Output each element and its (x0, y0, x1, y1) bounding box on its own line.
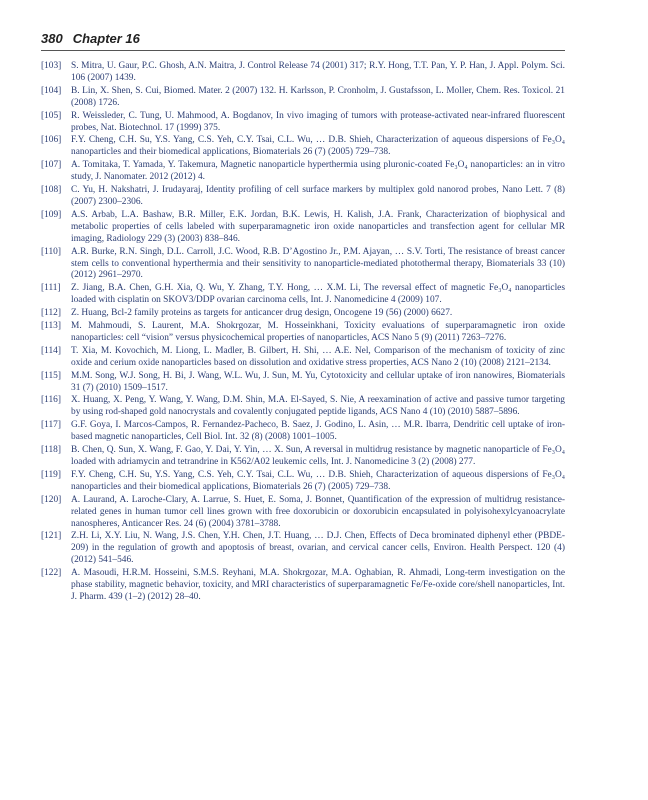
chapter-title: Chapter 16 (72, 31, 140, 46)
reference-text: Z. Jiang, B.A. Chen, G.H. Xia, Q. Wu, Y. Zhang, T.Y. Hong, … X.M. Li, The reversal effect of magnetic Fe₃O₄ nanoparticles loaded with cisplatin on SKOV3/DDP ovarian carcinoma cells, Int. J. Nanomedicine 4 (2009) 107. (71, 283, 565, 306)
reference-item (41, 321, 565, 345)
reference-number: [120] (41, 494, 62, 505)
reference-item (41, 247, 565, 283)
reference-item (41, 61, 565, 85)
reference-item (41, 86, 565, 110)
reference-text: Z.H. Li, X.Y. Liu, N. Wang, J.S. Chen, Y.H. Chen, J.T. Huang, … D.J. Chen, Effects of Deca brominated diphenyl ether (PBDE-209) in the regulation of growth and apoptosis of breast, ovarian, and cervical cancer cells, Environ. Health Perspect. 120 (4) (2012) 541–546. (71, 531, 565, 566)
reference-item (41, 111, 565, 135)
reference-number: [118] (41, 445, 61, 456)
reference-number: [115] (41, 370, 61, 381)
reference-number: [113] (41, 321, 61, 332)
reference-item (41, 185, 565, 209)
reference-text: F.Y. Cheng, C.H. Su, Y.S. Yang, C.S. Yeh, C.Y. Tsai, C.L. Wu, … D.B. Shieh, Characterization of aqueous dispersions of Fe₃O₄ nanoparticles and their biomedical applications, Biomaterials 26 (7) (2005) 729–738. (71, 135, 565, 158)
reference-number: [109] (41, 209, 62, 220)
page-number: 380 (41, 31, 63, 46)
reference-number: [108] (41, 185, 62, 196)
reference-number: [103] (41, 61, 62, 71)
reference-number: [105] (41, 110, 62, 121)
reference-item (41, 445, 565, 469)
reference-text: X. Huang, X. Peng, Y. Wang, Y. Wang, D.M. Shin, M.A. El-Sayed, S. Nie, A reexamination of active and passive tumor targeting by using rod-shaped gold nanocrystals and covalently conjugated peptide ligands, ACS Nano 4 (10) (2010) 5887–5896. (71, 395, 565, 418)
reference-item (41, 495, 565, 531)
reference-number: [122] (41, 568, 62, 579)
reference-item (41, 346, 565, 370)
reference-number: [117] (41, 420, 61, 431)
reference-item (41, 210, 565, 246)
reference-number: [119] (41, 469, 61, 480)
running-header (41, 30, 565, 51)
reference-item (41, 395, 565, 419)
reference-text: M. Mahmoudi, S. Laurent, M.A. Shokrgozar, M. Hosseinkhani, Toxicity evaluations of superparamagnetic iron oxide nanoparticles: cell “vision” versus physicochemical properties of nanoparticles, ACS Nano 5 (9) (2011) 7263–7276. (71, 321, 565, 343)
reference-text: B. Lin, X. Shen, S. Cui, Biomed. Mater. 2 (2007) 132. H. Karlsson, P. Cronholm, J. Gustafsson, L. Moller, Chem. Res. Toxicol. 21 (2008) 1726. (71, 85, 565, 108)
reference-number: [114] (41, 345, 61, 356)
reference-item (41, 531, 565, 567)
reference-number: [112] (41, 308, 61, 319)
reference-text: A. Masoudi, H.R.M. Hosseini, S.M.S. Reyhani, M.A. Shokrgozar, M.A. Oghabian, R. Ahmadi, Long-term investigation on the phase stability, magnetic behavior, toxicity, and MRI characteristics of superparamagnetic Fe/Fe-oxide core/shell nanoparticles, Int. J. Pharm. 439 (1–2) (2012) 28–40. (71, 568, 565, 602)
reference-item (41, 420, 565, 444)
reference-text: C. Yu, H. Nakshatri, J. Irudayaraj, Identity profiling of cell surface markers by multiplex gold nanorod probes, Nano Lett. 7 (8) (2007) 2300–2306. (71, 185, 565, 207)
reference-item (41, 470, 565, 494)
reference-item (41, 568, 565, 604)
reference-item (41, 308, 565, 320)
reference-text: F.Y. Cheng, C.H. Su, Y.S. Yang, C.S. Yeh, C.Y. Tsai, C.L. Wu, … D.B. Shieh, Characterization of aqueous dispersions of Fe₃O₄ nanoparticles and their biomedical applications, Biomaterials 26 (7) (2005) 729–738. (71, 469, 565, 492)
reference-text: M.M. Song, W.J. Song, H. Bi, J. Wang, W.L. Wu, J. Sun, M. Yu, Cytotoxicity and cellular uptake of iron nanowires, Biomaterials 31 (7) (2010) 1509–1517. (71, 370, 565, 393)
reference-number: [106] (41, 135, 62, 146)
reference-text: A. Tomitaka, T. Yamada, Y. Takemura, Magnetic nanoparticle hyperthermia using pluronic-coated Fe₃O₄ nanoparticles: an in vitro study, J. Nanomater. 2012 (2012) 4. (71, 160, 565, 183)
reference-text: Z. Huang, Bcl-2 family proteins as targets for anticancer drug design, Oncogene 19 (56) (2000) 6627. (71, 308, 453, 319)
reference-text: G.F. Goya, I. Marcos-Campos, R. Fernandez-Pacheco, B. Saez, J. Godino, L. Asin, … M.R. Ibarra, Dendritic cell uptake of iron-based magnetic nanoparticles, Cell Biol. Int. 32 (8) (2008) 1001–1005. (71, 420, 565, 443)
reference-number: [116] (41, 395, 61, 406)
reference-item (41, 283, 565, 307)
reference-text: R. Weissleder, C. Tung, U. Mahmood, A. Bogdanov, In vivo imaging of tumors with protease-activated near-infrared fluorescent probes, Nat. Biotechnol. 17 (1999) 375. (71, 110, 565, 133)
reference-list (41, 61, 565, 605)
reference-item (41, 160, 565, 184)
reference-number: [121] (41, 531, 62, 542)
reference-text: A.S. Arbab, L.A. Bashaw, B.R. Miller, E.K. Jordan, B.K. Lewis, H. Kalish, J.A. Frank, Characterization of biophysical and metabolic properties of cells labeled with superparamagnetic iron oxide nanoparticles and transfection agent for cellular MR imaging, Radiology 229 (3) (2003) 838–846. (71, 209, 565, 244)
reference-text: S. Mitra, U. Gaur, P.C. Ghosh, A.N. Maitra, J. Control Release 74 (2001) 317; R.Y. Hong, T.T. Pan, Y. P. Han, J. Appl. Polym. Sci. 106 (2007) 1439. (71, 61, 565, 83)
reference-text: A. Laurand, A. Laroche-Clary, A. Larrue, S. Huet, E. Soma, J. Bonnet, Quantification of the expression of multidrug resistance-related genes in human tumor cell lines grown with free doxorubicin or doxorubicin encapsulated in polyisohexylcyanoacrylate nanospheres, Anticancer Res. 24 (6) (2004) 3781–3788. (71, 494, 565, 529)
reference-text: T. Xia, M. Kovochich, M. Liong, L. Madler, B. Gilbert, H. Shi, … A.E. Nel, Comparison of the mechanism of toxicity of zinc oxide and cerium oxide nanoparticles based on dissolution and oxidative stress properties, ACS Nano 2 (10) (2008) 2121–2134. (71, 345, 565, 368)
reference-text: A.R. Burke, R.N. Singh, D.L. Carroll, J.C. Wood, R.B. D’Agostino Jr., P.M. Ajayan, … S.V. Torti, The resistance of breast cancer stem cells to conventional hyperthermia and their sensitivity to nanoparticle-mediated photothermal therapy, Biomaterials 33 (10) (2012) 2961–2970. (71, 246, 565, 281)
reference-text: B. Chen, Q. Sun, X. Wang, F. Gao, Y. Dai, Y. Yin, … X. Sun, A reversal in multidrug resistance by magnetic nanoparticle of Fe₃O₄ loaded with adriamycin and tetrandrine in K562/A02 leukemic cells, Int. J. Nanomedicine 3 (2) (2008) 277. (71, 445, 565, 467)
reference-number: [111] (41, 283, 61, 294)
reference-number: [107] (41, 160, 62, 171)
reference-number: [110] (41, 246, 61, 257)
reference-number: [104] (41, 85, 62, 96)
reference-item (41, 135, 565, 159)
reference-item (41, 371, 565, 395)
